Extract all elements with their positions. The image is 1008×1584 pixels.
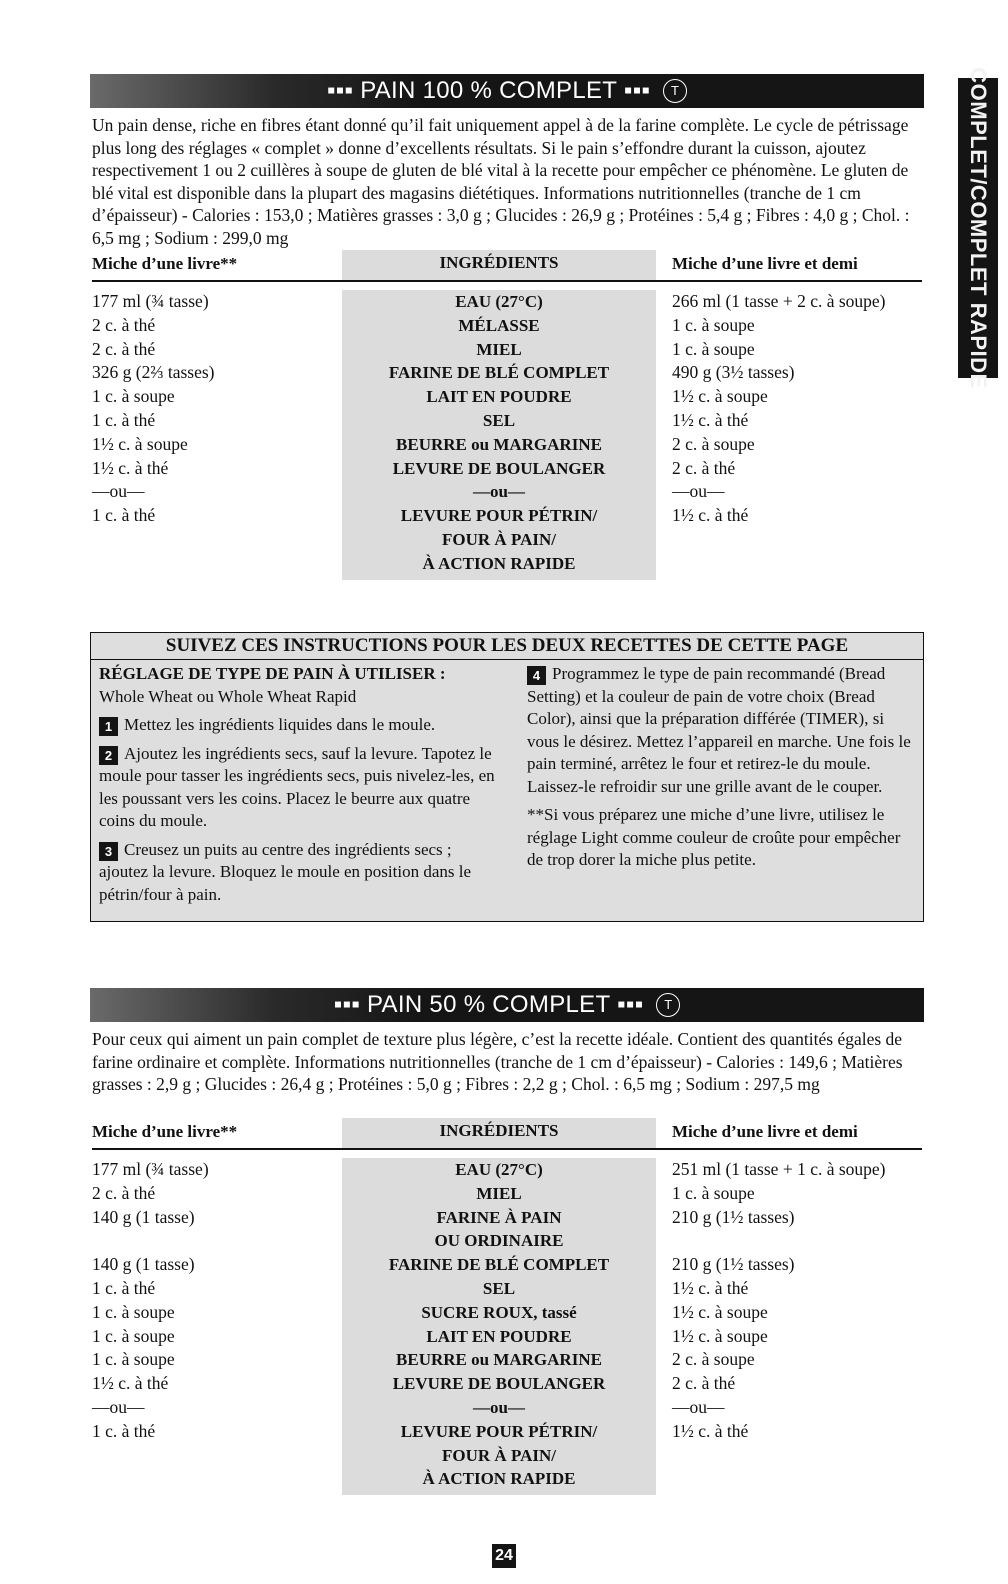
recipe2-large-quantities	[672, 1158, 922, 1444]
qty-small-row: 1 c. à soupe	[92, 1325, 175, 1346]
recipe2-table	[92, 1118, 922, 1489]
qty-large-row: 1 c. à soupe	[672, 314, 755, 335]
qty-small-row: 1 c. à thé	[92, 1420, 156, 1441]
qty-large-row: 2 c. à thé	[672, 457, 736, 478]
qty-small-row: 140 g (1 tasse)	[92, 1206, 195, 1227]
qty-large-row: —ou—	[672, 481, 725, 502]
recipe1-large-quantities	[672, 290, 922, 528]
qty-large-row: 210 g (1½ tasses)	[672, 1254, 795, 1275]
qty-small-row: 1 c. à thé	[92, 1277, 156, 1298]
qty-large-row: 490 g (3½ tasses)	[672, 362, 795, 383]
qty-small-row: 1 c. à soupe	[92, 1301, 175, 1322]
ingredient-row: FOUR À PAIN/	[442, 529, 556, 549]
ingredient-row: EAU (27°C)	[455, 292, 543, 311]
qty-large-row: 1½ c. à soupe	[672, 386, 768, 407]
qty-large-row: 210 g (1½ tasses)	[672, 1206, 795, 1227]
step-4-text: Programmez le type de pain recommandé (Bread Setting) et la couleur de pain de votre choix (Bread Color), ainsi que la préparation différée (TIMER), si vous le désirez. Mettez l’appareil en marche. Une fois le pain terminé, arrêtez le four et retirez-le du moule. Laissez-le refroidir sur une grille avant de le couper.	[527, 664, 911, 796]
qty-large-row: 1½ c. à soupe	[672, 1325, 768, 1346]
ingredient-row: LAIT EN POUDRE	[426, 387, 572, 407]
qty-small-row: 1 c. à thé	[92, 505, 156, 526]
step-2-number: 2	[99, 746, 118, 765]
qty-small-row: 1 c. à soupe	[92, 386, 175, 407]
step-3-text: Creusez un puits au centre des ingrédients secs ; ajoutez la levure. Bloquez le moule en position dans le pétrin/four à pain.	[99, 839, 471, 904]
ingredient-row: —ou—	[473, 482, 525, 502]
ingredient-row: SEL	[482, 410, 516, 430]
header-small-loaf: Miche d’une livre**	[92, 1122, 238, 1141]
qty-small-row: 1½ c. à thé	[92, 1373, 169, 1394]
qty-small-row: 177 ml (¾ tasse)	[92, 291, 209, 311]
header-ingredients: INGRÉDIENTS	[342, 250, 656, 280]
qty-small-row: 140 g (1 tasse)	[92, 1254, 195, 1275]
ingredient-row: À ACTION RAPIDE	[422, 1469, 576, 1489]
ingredient-row: OU ORDINAIRE	[434, 1231, 564, 1251]
ingredient-row: BEURRE ou MARGARINE	[396, 1350, 602, 1370]
qty-large-row: —ou—	[672, 1396, 725, 1417]
qty-small-row: 177 ml (¾ tasse)	[92, 1159, 209, 1179]
qty-small-row	[92, 1229, 332, 1253]
qty-large-row	[672, 1229, 922, 1253]
ingredient-row: LEVURE DE BOULANGER	[392, 458, 606, 478]
instructions-right-column	[527, 663, 919, 878]
setting-value: Whole Wheat ou Whole Wheat Rapid	[99, 686, 357, 706]
qty-large-row: 1½ c. à thé	[672, 1420, 749, 1441]
ingredient-row: FOUR À PAIN/	[442, 1445, 556, 1465]
recipe1-small-quantities	[92, 290, 332, 528]
ingredient-row: SEL	[482, 1278, 516, 1298]
ingredient-row: FARINE DE BLÉ COMPLET	[388, 363, 610, 383]
setting-label: RÉGLAGE DE TYPE DE PAIN À UTILISER :	[99, 664, 446, 683]
ingredient-row: MIEL	[476, 1183, 522, 1203]
header-small-loaf: Miche d’une livre**	[92, 254, 238, 273]
step-4	[527, 663, 919, 798]
header-large-loaf: Miche d’une livre et demi	[672, 254, 858, 273]
qty-small-row: 1 c. à thé	[92, 409, 156, 430]
instructions-left-column	[99, 663, 499, 912]
step-3-number: 3	[99, 842, 118, 861]
qty-large-row: 266 ml (1 tasse + 2 c. à soupe)	[672, 291, 886, 311]
qty-large-row: 1½ c. à thé	[672, 409, 749, 430]
qty-large-row: 1½ c. à thé	[672, 1277, 749, 1298]
qty-large-row: 2 c. à soupe	[672, 1349, 755, 1370]
small-loaf-note: **Si vous préparez une miche d’une livre, utilisez le réglage Light comme couleur de croûte pour empêcher de trop dorer la miche plus petite.	[527, 805, 901, 869]
step-2	[99, 743, 499, 833]
qty-small-row: 326 g (2⅔ tasses)	[92, 362, 215, 383]
recipe2-header-row	[92, 1118, 922, 1150]
step-1-number: 1	[99, 717, 118, 736]
header-large-loaf: Miche d’une livre et demi	[672, 1122, 858, 1141]
qty-large-row: 1½ c. à thé	[672, 505, 749, 526]
step-1	[99, 714, 499, 737]
recipe1-intro: Un pain dense, riche en fibres étant donné qu’il fait uniquement appel à de la farine complète. Le cycle de pétrissage plus long des réglages « complet » donne d’excellents résultats. Si le pain s’effondre durant la cuisson, ajoutez respectivement 1 ou 2 cuillères à soupe de gluten de blé vital à la recette pour empêcher ce phénomène. Le gluten de blé vital est disponible dans la plupart des magasins diététiques. Informations nutritionnelles (tranche de 1 cm d’épaisseur) - Calories : 153,0 ; Matières grasses : 3,0 g ; Glucides : 26,9 g ; Protéines : 5,4 g ; Fibres : 4,0 g ; Chol. : 6,5 mg ; Sodium : 299,0 mg	[92, 115, 910, 248]
ingredient-row: LAIT EN POUDRE	[426, 1326, 572, 1346]
qty-large-row: 1½ c. à soupe	[672, 1301, 768, 1322]
side-tab-label: COMPLET/COMPLET RAPIDE	[966, 67, 991, 389]
qty-large-row: 2 c. à soupe	[672, 433, 755, 454]
recipe2-intro: Pour ceux qui aiment un pain complet de texture plus légère, c’est la recette idéale. Contient des quantités égales de farine ordinaire et complète. Informations nutritionnelles (tranche de 1 cm d’épaisseur) - Calories : 149,6 ; Matières grasses : 2,9 g ; Glucides : 26,4 g ; Protéines : 5,0 g ; Fibres : 2,2 g ; Chol. : 6,5 mg ; Sodium : 297,5 mg	[92, 1029, 903, 1094]
recipe2-ingredients	[342, 1158, 656, 1495]
ingredient-row: LEVURE POUR PÉTRIN/	[400, 506, 598, 526]
recipe1-title-bar	[90, 74, 924, 108]
ingredient-row: BEURRE ou MARGARINE	[396, 434, 602, 454]
recipe2-title: ▪▪▪ PAIN 50 % COMPLET ▪▪▪	[333, 991, 644, 1018]
qty-small-row: 2 c. à thé	[92, 1182, 156, 1203]
ingredient-row: —ou—	[473, 1397, 525, 1417]
qty-small-row: 1 c. à soupe	[92, 1349, 175, 1370]
step-3	[99, 839, 499, 907]
recipe1-title: ▪▪▪ PAIN 100 % COMPLET ▪▪▪	[326, 77, 651, 104]
recipe1-ingredients	[342, 290, 656, 580]
header-ingredients: INGRÉDIENTS	[342, 1118, 656, 1148]
ingredient-row: FARINE À PAIN	[436, 1207, 562, 1227]
qty-small-row: 1½ c. à soupe	[92, 433, 188, 454]
ingredient-row: À ACTION RAPIDE	[422, 553, 576, 573]
ingredient-row: MIEL	[476, 339, 522, 359]
ingredient-row: LEVURE POUR PÉTRIN/	[400, 1421, 598, 1441]
qty-small-row: 1½ c. à thé	[92, 457, 169, 478]
timer-symbol-icon: T	[663, 79, 687, 103]
recipe2-title-bar	[90, 988, 924, 1022]
ingredient-row: FARINE DE BLÉ COMPLET	[388, 1255, 610, 1275]
qty-large-row: 2 c. à thé	[672, 1373, 736, 1394]
step-4-number: 4	[527, 666, 546, 685]
step-1-text: Mettez les ingrédients liquides dans le moule.	[124, 715, 436, 734]
recipe2-small-quantities	[92, 1158, 332, 1444]
ingredient-row: SUCRE ROUX, tassé	[421, 1302, 577, 1322]
timer-symbol-icon: T	[656, 993, 680, 1017]
ingredient-row: MÉLASSE	[458, 315, 540, 335]
ingredient-row: LEVURE DE BOULANGER	[392, 1374, 606, 1394]
qty-small-row: —ou—	[92, 1396, 145, 1417]
recipe1-table	[92, 250, 922, 573]
instructions-box	[90, 632, 924, 922]
step-2-text: Ajoutez les ingrédients secs, sauf la levure. Tapotez le moule pour tasser les ingrédients secs, puis nivelez-les, en les poussant vers les coins. Placez le beurre aux quatre coins du moule.	[99, 743, 495, 830]
ingredient-row: EAU (27°C)	[455, 1160, 543, 1179]
qty-small-row: —ou—	[92, 481, 145, 502]
recipe1-header-row	[92, 250, 922, 282]
qty-small-row: 2 c. à thé	[92, 338, 156, 359]
qty-large-row: 1 c. à soupe	[672, 338, 755, 359]
instructions-title: SUIVEZ CES INSTRUCTIONS POUR LES DEUX RECETTES DE CETTE PAGE	[91, 633, 923, 660]
qty-large-row: 251 ml (1 tasse + 1 c. à soupe)	[672, 1159, 886, 1179]
qty-small-row: 2 c. à thé	[92, 314, 156, 335]
section-side-tab	[958, 67, 998, 389]
qty-large-row: 1 c. à soupe	[672, 1182, 755, 1203]
page-number: 24	[492, 1544, 516, 1568]
